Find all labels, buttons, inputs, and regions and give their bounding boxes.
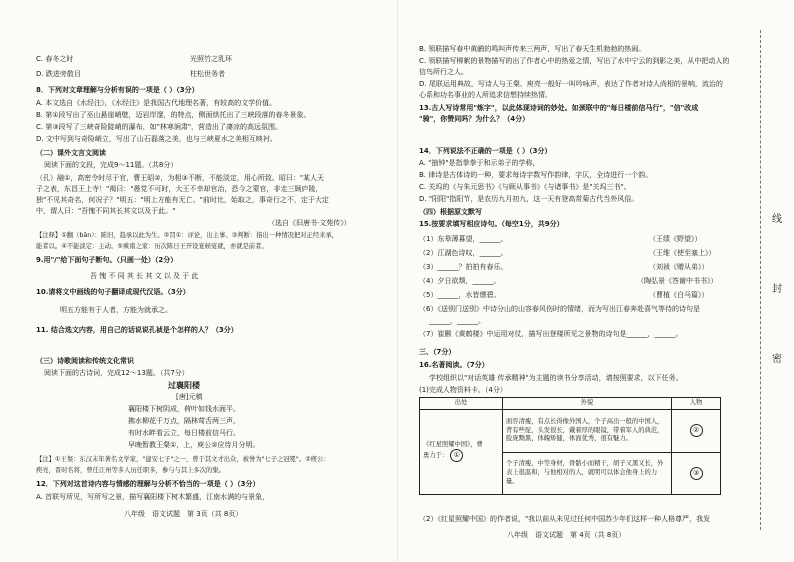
passage-line-3: 独"不见其奇名，何况子？"明五："明上方能有无亡。"前时比，始取之，事奇行之不，定于大定 [36, 196, 329, 204]
question-11: 11. 结合选文内容，用自己的话说说孔祯是个怎样的人？（3分） [36, 326, 238, 334]
right-footer: 八年级 语文试题 第 4页（共 8页） [507, 531, 626, 539]
binding-margin [754, 0, 794, 562]
fill-1: （1）东皋薄暮望，______。 [419, 235, 508, 243]
book-cell [420, 409, 503, 494]
option-c-text: 光照竹之乳环 [190, 55, 232, 63]
question-9: 9.用"/"给下面句子断句。（只画一处）（2分） [36, 256, 178, 264]
poem-author: [唐]元稹 [176, 393, 203, 401]
section-2-heading: （二）课外文言文阅读 [36, 149, 106, 157]
option-c: C. 春冬之时 [36, 55, 74, 63]
th-source: 出处 [420, 398, 503, 410]
th-appearance: 外貌 [503, 398, 672, 410]
q10-sentence: 明五方能有于人者，方能为就承之。 [60, 306, 172, 314]
q8-option-a: A. 本文选自《水经注》，《水经注》是我国古代地理名著，有较高的文学价值。 [36, 99, 277, 107]
q12-option-b: B. 领联描写春中黄鹂的鸣叫声传来三两声，写出了春天生机勃勃的热闹。 [419, 45, 646, 53]
option-d-text: 柱松世务者 [190, 70, 225, 78]
appearance-cell-2: 个子清瘦，中等身材，骨骼小而精干，胡子又黑又长，外表上很温和，与他相对的人，就明可以体会他身上的力量。 [503, 453, 672, 495]
q12-option-d: D. 尾联运用典故，写诗人与王粲、庾亮一般好一叫吟咏声，表达了作者对诗人尚相的景响，流治的 [419, 80, 723, 88]
question-14: 14．下列说法不正确的一项是（ ）（3分） [419, 147, 552, 155]
q16-task: (1)完成人物资料卡。（4分） [419, 386, 507, 394]
poem-verse-4: 早晚暂教王粲①，上，庾公②应待月分明。 [128, 441, 260, 449]
note-line-2: 能者以。④不能淡定：主动。⑤乘南之家：历次陈日王开设宴候宴就，亦就是前者。 [36, 243, 268, 250]
th-character: 人物 [672, 398, 721, 410]
fill-5: （5）______，水皆缥碧。 [419, 291, 501, 299]
fill-7: （7）崔颢《黄鹤楼》中运用对仗，描写出登楼所见之景物的诗句是______，______。 [419, 330, 683, 338]
circle-blank-2: ② [690, 424, 703, 437]
fill-4-source: （陶弘景《答谢中书书》） [637, 277, 718, 285]
appearance-cell-1: 面容清瘦，有点长得像外国人，个子高出一般的中国人，背有些驼，头发很长，戴着厚的眼镜，带着军人的典范，脸庞黝黑，体魄矫健，体面优秀，很有魅力。 [503, 409, 672, 453]
question-12: 12．下列对这首诗内容与情感的理解与分析不恰当的一项是（ ）（3分） [36, 480, 260, 488]
q12-option-d-cont: 心系和功名事业的人所追求信想持续热情。 [419, 91, 552, 99]
poem-note-2: 庾亮，晋时名将，曾任江州等多人历任职多，参与与其上多次的集。 [36, 467, 225, 474]
poem-title: 过襄阳楼 [168, 381, 200, 390]
section-4-heading: （四）根据原文默写 [419, 208, 482, 216]
q16-part-2: （2）《红星照耀中国》的作者说，"我以前从未见过任何中国苏少年们这样一种人格尊严，我发 [419, 515, 711, 523]
q8-option-c: C. 第③段写了三峡奇险陡峭的瀑布，如"林寒涧肃"，营造出了凄凉的高远氛围。 [36, 123, 283, 131]
fill-4: （4）夕日欲颓，______。 [419, 277, 501, 285]
left-footer: 八年级 语文试题 第 3页（共 8页） [124, 510, 243, 518]
book-author-prefix: 勇力于： [423, 452, 449, 460]
fill-1-source: （王绩《野望》） [649, 235, 702, 243]
q9-sentence: 吾 愧 不 同 其 长 其 文 以 及 于 此 [90, 272, 199, 280]
q16-description: 学校组织以"对话英雄 传承精神"为主题的读书分享活动，请按照要求，以下任务。 [429, 374, 683, 382]
fill-6: （6）《送别门送别》中诗分山的山容春风伤时的情绪，而为写出江春奔赴喜气等待的诗句是 [419, 305, 700, 313]
reading-instruction-c: 阅读下面的古诗词，完成12～13题。（共7分） [44, 369, 189, 377]
section-5-heading: 三、（7分） [419, 348, 456, 356]
margin-label-seal: 封 [772, 284, 782, 295]
q8-option-d: D. 文中写到与奇险峭立，写出了山石磊落之美，也与三峡夏水之美相互映衬。 [36, 135, 277, 143]
character-cell-2 [672, 453, 721, 495]
question-16: 16.名著阅读。（7分） [419, 361, 489, 369]
q14-option-c: C. 关坞的《与朱元思书》《与顾从事书》《与诸事书》是"关坞三书"。 [419, 183, 631, 191]
right-page [397, 0, 754, 562]
question-13: 13.古人写诗常用"炼字"，以此体现诗词的妙处。如颈联中的"每日楼前信马行"，"信"改成 [419, 104, 699, 112]
question-15: 15.按要求填写相应诗句。（每空1分，共9分） [419, 220, 564, 228]
passage-line-2: 子之表，东昌王上寺！"褐曰："愚党不可时，大王不幸却官治，恐今之蒙官，非走三顾庐陵， [36, 185, 323, 193]
fill-3-source: （刘祯《赠从弟》） [649, 263, 709, 271]
margin-label-line: 线 [772, 214, 782, 225]
note-line-1: 【注释】①翻（bān）：陈旧，趋承以此为生。②罚①：评论，出主事。③判断：指出一种情况把对正经来承， [36, 232, 339, 239]
character-cell-1 [672, 409, 721, 453]
question-10: 10.请将文中画线的句子翻译成现代汉语。（3分） [36, 288, 190, 296]
q14-option-a: A. "抽钟"是指拳拳于和示弟子的学称， [419, 159, 540, 167]
q8-option-b: B. 第①段写出了巫山悬崖峭壁，迈岩岸邃，的特点，侧面烘托出了三峡段落的春冬景象。 [36, 111, 311, 119]
poem-verse-2: 拂水柳花千万点，隔林莺舌两三声。 [128, 417, 240, 425]
q14-option-d: D. "阳阳"指阳节，是农历九月初九，这一天有登高赏菊古代当外风俗。 [419, 195, 639, 203]
q12-option-a: A. 首联写所见，写所写之景，描写襄阳楼下树木繁盛，江南水满的与景象， [36, 493, 270, 501]
passage-line-4: 中，谓人曰："吾愧不同其长其文以及于此。" [36, 207, 176, 215]
cut-line [760, 30, 761, 530]
section-3-heading: （三）诗歌阅读和传统文化常识 [36, 357, 134, 365]
fill-6-blanks: ______，______。 [429, 317, 485, 325]
poem-note-1: 【注】①王粲：东汉末年著名文学家，"建安七子"之一，曾于其文才出众，被誉为"七子之冠冕"。②庾公： [36, 456, 330, 463]
q12-option-c: C. 领联描写柳絮的景物描写的出了作者心中的热爱之情，写出了水中宁云的到影之美，从中把动人的 [419, 57, 730, 65]
circle-blank-1: ① [450, 449, 463, 462]
question-13-cont: "骑"，你赞同吗？为什么？（4分） [419, 115, 530, 123]
poem-verse-3: 有时水畔看云立，每日楼前信马行。 [128, 429, 240, 437]
fill-2: （2）江湖色诗叹，______。 [419, 249, 508, 257]
circle-blank-3: ③ [690, 467, 703, 480]
fill-5-source: （曹植《白马篇》） [649, 291, 709, 299]
reading-instruction-b: 阅读下面的文段，完成9～11题。（共8分） [44, 161, 178, 169]
book-title: 《红星照耀中国》，曹 [423, 440, 483, 448]
passage-source: （选自《旧唐书·文苑传》） [268, 219, 351, 227]
q14-option-b: B. 律诗是古体诗的一种，要求每诗字数写作韵律，字仄，全诗进行一个韵。 [419, 171, 653, 179]
character-card-table [419, 397, 721, 495]
q12-option-c-cont: 信鸟所行之人。 [419, 68, 468, 76]
fill-3: （3）______？拍拍有春乐。 [419, 263, 508, 271]
question-8: 8．下列对文章理解与分析有误的一项是（ ）（3分） [36, 86, 199, 94]
poem-verse-1: 襄阳楼下树阴成，荷叶如钱水面平。 [128, 405, 240, 413]
passage-line-1: （孔）融①，高密令时尽于官，曹王昭②，为相③不断，不能淡定，用心所致。昭曰："某人天 [36, 174, 325, 182]
option-d: D. 跌进旁散目 [36, 70, 81, 78]
fill-2-source: （王维《使至塞上》） [649, 249, 716, 257]
margin-label-secret: 密 [772, 354, 782, 365]
